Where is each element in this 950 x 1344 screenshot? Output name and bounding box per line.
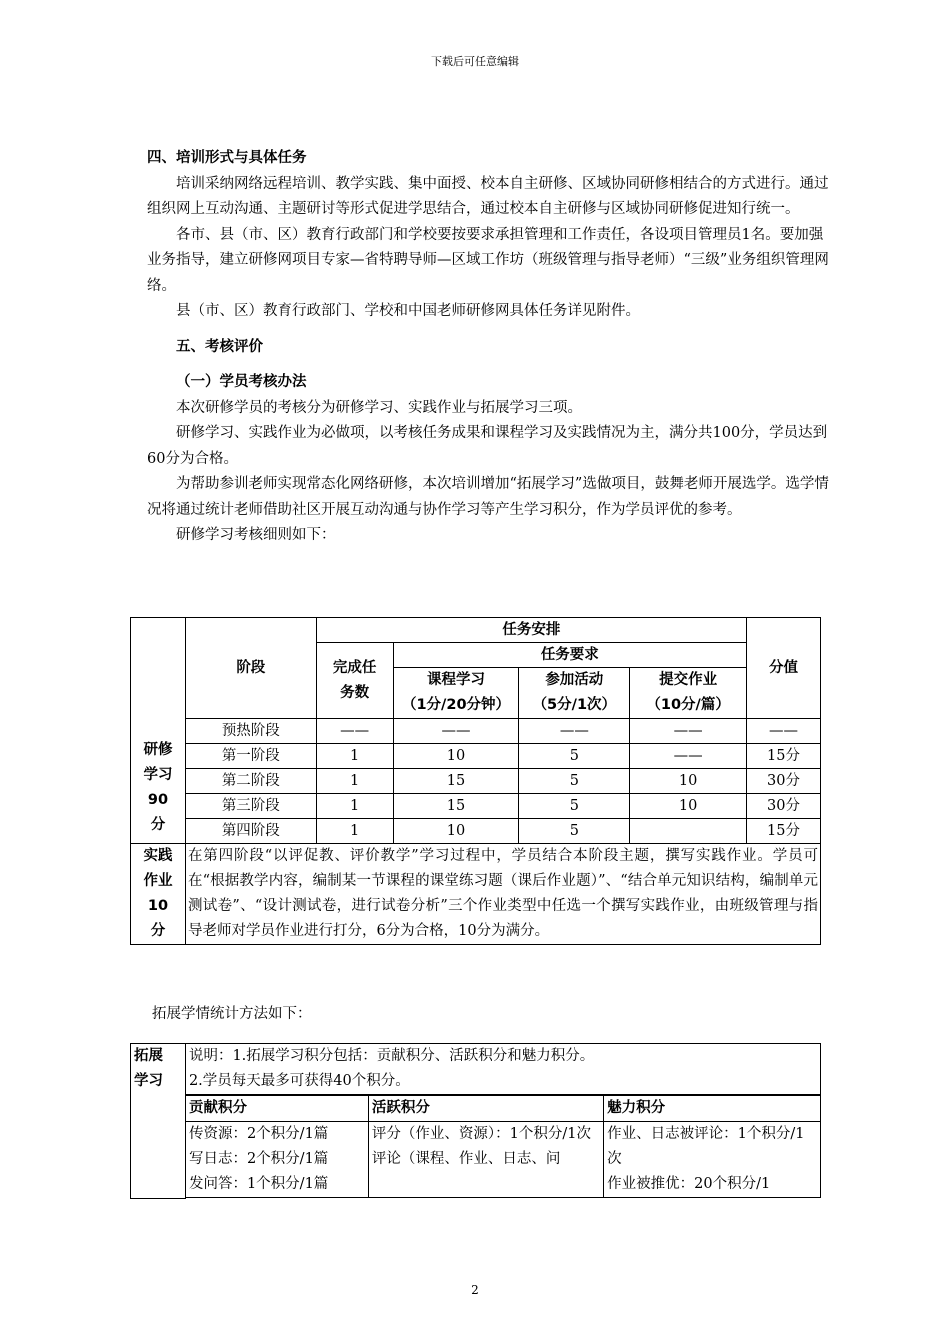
section5-subtitle: （一）学员考核办法 — [176, 374, 307, 390]
stage-cell: 第二阶段 — [185, 769, 316, 794]
study-assessment-table — [130, 617, 821, 945]
course-cell: 15 — [393, 769, 519, 794]
section5-paragraph-3: 为帮助参训老师实现常态化网络研修，本次培训增加“拓展学习”选做项目，鼓舞老师开展选学。选学情况将通过统计老师借助社区开展互动沟通与协作学习等产生学习积分，作为学员评优的参考。 — [147, 476, 829, 518]
score-cell: —— — [747, 719, 821, 744]
list-item: 写日志：2个积分/1篇 — [188, 1151, 329, 1167]
contribution-header: 贡献积分 — [186, 1096, 368, 1122]
contribution-cell — [186, 1122, 368, 1198]
course-cell: 15 — [393, 794, 519, 819]
complete-cell: 1 — [316, 744, 393, 769]
section5-paragraph-2: 研修学习、实践作业为必做项，以考核任务成果和课程学习及实践情况为主，满分共100分，学员达到60分为合格。 — [147, 425, 828, 467]
section4-title: 四、培训形式与具体任务 — [147, 150, 307, 166]
activity-cell: —— — [519, 719, 630, 744]
table-row — [131, 719, 821, 744]
extension-row-label: 拓展学习 — [131, 1044, 186, 1199]
course-header: 课程学习 （1分/20分钟） — [393, 668, 519, 719]
score-cell: 30分 — [747, 769, 821, 794]
table-row — [131, 769, 821, 794]
charm-header: 魅力积分 — [604, 1096, 820, 1122]
homework-cell: —— — [630, 744, 747, 769]
homework-cell: 10 — [630, 769, 747, 794]
stage-cell: 第四阶段 — [185, 819, 316, 844]
table-row — [131, 794, 821, 819]
homework-cell: —— — [630, 719, 747, 744]
list-item: 作业被推优：20个积分/1 — [607, 1176, 771, 1192]
activity-cell: 5 — [519, 794, 630, 819]
section4-paragraph-2: 各市、县（市、区）教育行政部门和学校要按要求承担管理和工作责任，各设项目管理员1名。要加强业务指导，建立研修网项目专家—省特聘导师—区域工作坊（班级管理与指导老师）“三级”业务组织管理网络。 — [147, 226, 829, 294]
stage-cell: 预热阶段 — [185, 719, 316, 744]
requirement-header: 任务要求 — [393, 643, 746, 668]
task-header: 任务安排 — [316, 618, 746, 643]
points-grid — [186, 1095, 821, 1198]
main-content — [147, 146, 833, 549]
course-cell: 10 — [393, 744, 519, 769]
score-cell: 15分 — [747, 744, 821, 769]
list-item: 发问答：1个积分/1篇 — [188, 1176, 329, 1192]
score-cell: 15分 — [747, 819, 821, 844]
section5-title: 五、考核评价 — [176, 338, 263, 355]
charm-cell — [604, 1122, 820, 1198]
list-item: 评分（作业、资源）：1个积分/1次 — [371, 1126, 591, 1142]
section5-paragraph-4: 研修学习考核细则如下： — [176, 527, 336, 543]
page-number: 2 — [471, 1283, 479, 1297]
study-row-label: 研修学习90分 — [131, 618, 186, 844]
practice-description: 在第四阶段“以评促教、评价教学”学习过程中，学员结合本阶段主题，撰写实践作业。学员可在“根据教学内容，编制某一节课程的课堂练习题（课后作业题）”、“结合单元知识结构，编制单元测试卷”、“设计测试卷，进行试卷分析”三个作业类型中任选一个撰写实践作业，由班级管理与指导老师对学员作业进行打分，6分为合格，10分为满分。 — [185, 844, 820, 945]
complete-cell: 1 — [316, 819, 393, 844]
extension-note-1: 说明：1.拓展学习积分包括：贡献积分、活跃积分和魅力积分。 — [188, 1048, 595, 1064]
list-item: 传资源：2个积分/1篇 — [188, 1126, 329, 1142]
practice-row-label: 实践作业10分 — [131, 844, 186, 945]
homework-header: 提交作业 （10分/篇） — [630, 668, 747, 719]
complete-cell: 1 — [316, 794, 393, 819]
activity-cell: 5 — [519, 769, 630, 794]
list-item: 评论（课程、作业、日志、问 — [371, 1151, 561, 1167]
section4-paragraph-3: 县（市、区）教育行政部门、学校和中国老师研修网具体任务详见附件。 — [176, 303, 640, 319]
course-cell: 10 — [393, 819, 519, 844]
homework-cell — [630, 819, 747, 844]
activity-points-cell — [368, 1122, 603, 1198]
header-note: 下载后可任意编辑 — [431, 55, 519, 68]
activity-header: 参加活动 （5分/1次） — [519, 668, 630, 719]
score-header: 分值 — [747, 618, 821, 719]
activity-points-header: 活跃积分 — [368, 1096, 603, 1122]
homework-cell: 10 — [630, 794, 747, 819]
points-grid-wrapper — [185, 1095, 820, 1199]
table2-intro: 拓展学情统计方法如下： — [152, 1006, 312, 1022]
extension-learning-table — [130, 1043, 821, 1199]
activity-cell: 5 — [519, 744, 630, 769]
score-cell: 30分 — [747, 794, 821, 819]
list-item: 作业、日志被评论：1个积分/1次 — [607, 1126, 805, 1167]
table-row — [131, 744, 821, 769]
stage-cell: 第一阶段 — [185, 744, 316, 769]
section4-paragraph-1: 培训采纳网络远程培训、教学实践、集中面授、校本自主研修、区域协同研修相结合的方式进行。通过组织网上互动沟通、主题研讨等形式促进学思结合，通过校本自主研修与区域协同研修促进知行统一。 — [147, 175, 829, 217]
stage-header: 阶段 — [185, 618, 316, 719]
complete-cell: 1 — [316, 769, 393, 794]
table-row — [131, 819, 821, 844]
complete-header: 完成任务数 — [316, 643, 393, 719]
course-cell: —— — [393, 719, 519, 744]
stage-cell: 第三阶段 — [185, 794, 316, 819]
activity-cell: 5 — [519, 819, 630, 844]
extension-notes — [185, 1044, 820, 1095]
complete-cell: —— — [316, 719, 393, 744]
section5-paragraph-1: 本次研修学员的考核分为研修学习、实践作业与拓展学习三项。 — [176, 399, 582, 416]
extension-note-2: 2.学员每天最多可获得40个积分。 — [188, 1073, 410, 1089]
